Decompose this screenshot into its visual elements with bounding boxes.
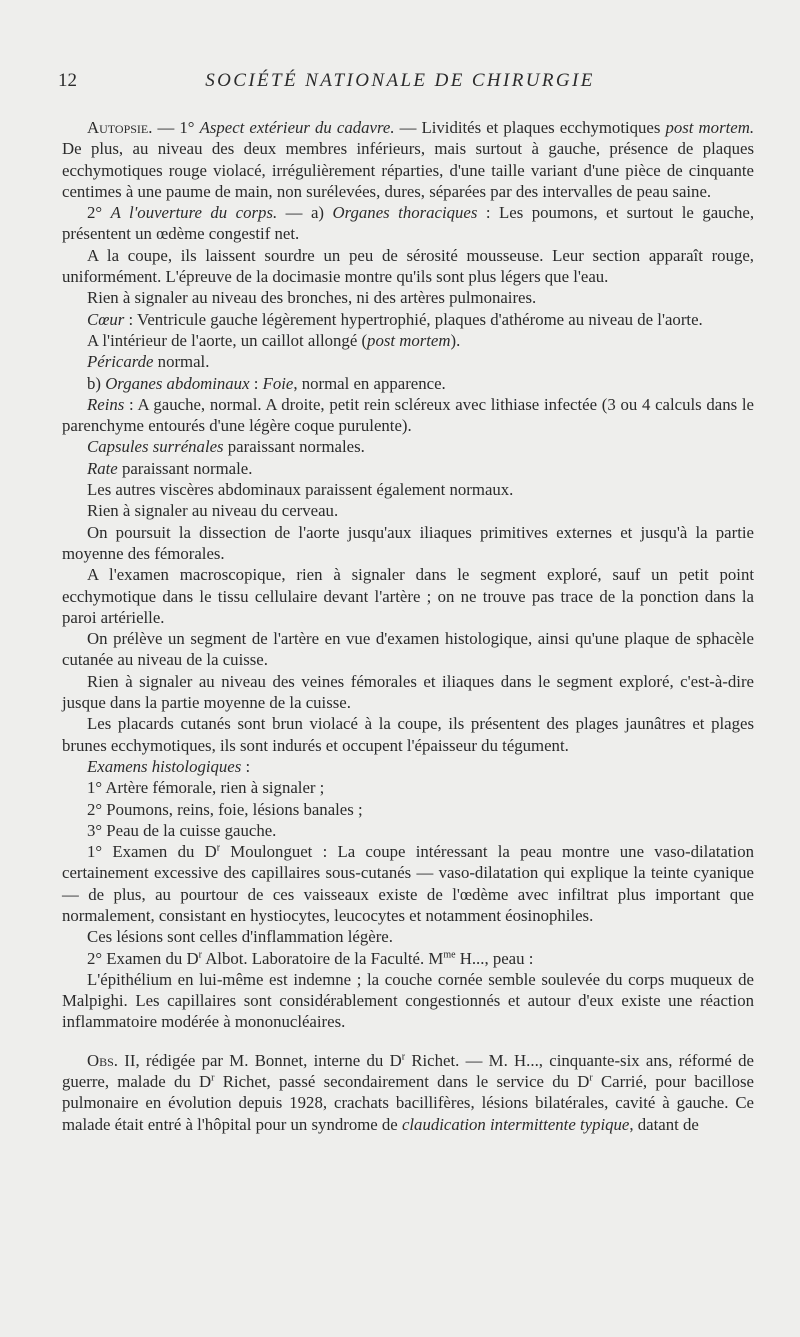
paragraph xyxy=(62,500,754,521)
text-run: paraissant normale. xyxy=(117,458,253,478)
paragraph xyxy=(62,628,754,671)
paragraph xyxy=(62,479,754,500)
paragraph xyxy=(62,309,754,330)
text-run: A l'examen macroscopique, rien à signaler dans le segment exploré, sauf un petit point ecchymotique dans le tissu cellulaire devant l'artère ; on ne trouve pas trace de la ponction dans la paroi artérielle. xyxy=(62,565,754,627)
superscript: r xyxy=(211,1072,215,1084)
text-run: ). xyxy=(450,330,461,350)
italic-run: Organes abdominaux xyxy=(105,373,250,393)
paragraph xyxy=(62,799,754,820)
italic-run: Examens histologiques xyxy=(87,756,242,776)
running-title: SOCIÉTÉ NATIONALE DE CHIRURGIE xyxy=(205,70,595,91)
paragraph xyxy=(62,202,754,245)
text-run: Les autres viscères abdominaux paraissent également normaux. xyxy=(87,480,514,500)
italic-run: Reins xyxy=(87,394,125,414)
paragraph xyxy=(62,287,754,308)
text-run: : Les poumons, et surtout le gauche, présentent un œdème congestif net. xyxy=(62,203,755,244)
text-run: Richet, passé secondairement dans le service du D xyxy=(214,1072,590,1092)
text-run: Albot. Laboratoire de la Faculté. M xyxy=(201,948,444,968)
text-run: 1° Artère fémorale, rien à signaler ; xyxy=(87,778,325,798)
paragraph xyxy=(62,394,754,437)
text-run: Richet. — M. H..., cinquante-six ans, réformé de guerre, malade du D xyxy=(62,1050,754,1092)
superscript: me xyxy=(443,948,456,960)
italic-run: Aspect extérieur du cadavre. xyxy=(199,118,395,137)
text-run: paraissant normales. xyxy=(223,437,365,457)
superscript: r xyxy=(589,1072,593,1084)
text-run: : Ventricule gauche légèrement hypertrophié, plaques d'athérome au niveau de l'aorte. xyxy=(124,309,703,329)
paragraph xyxy=(62,373,754,394)
italic-run: Péricarde xyxy=(87,352,154,372)
paragraph xyxy=(62,756,754,777)
text-run: On prélève un segment de l'artère en vue d'examen histologique, ainsi qu'une plaque de sphacèle cutanée au niveau de la cuisse. xyxy=(62,629,754,670)
text-run: L'épithélium en lui-même est indemne ; la couche cornée semble soulevée du corps muqueux de Malpighi. Les capillaires sont considérablement congestionnés et autour d'eux existe une réaction inflammatoire modérée à mononucléaires. xyxy=(62,969,754,1032)
paragraph xyxy=(62,1050,754,1135)
italic-run: Foie xyxy=(262,373,294,393)
page-number: 12 xyxy=(58,70,77,91)
text-run: — 1° xyxy=(152,118,200,137)
paragraph xyxy=(62,522,754,565)
paragraph xyxy=(62,926,754,947)
text-run: A l'intérieur de l'aorte, un caillot allongé ( xyxy=(87,330,368,350)
paragraph xyxy=(62,564,754,628)
article-body xyxy=(62,117,754,1135)
paragraph xyxy=(62,969,754,1033)
text-run: 1° Examen du D xyxy=(87,842,217,862)
italic-run: claudication intermittente typique xyxy=(401,1114,630,1134)
italic-run: A l'ouverture du corps. xyxy=(110,203,278,223)
text-run: Ces lésions sont celles d'inflammation légère. xyxy=(87,927,393,947)
paragraph xyxy=(62,948,754,969)
italic-run: post mortem. xyxy=(665,118,755,137)
text-run: — Lividités et plaques ecchymotiques xyxy=(394,118,666,137)
text-run: : xyxy=(249,373,263,393)
paragraph xyxy=(62,351,754,372)
superscript: r xyxy=(401,1051,406,1063)
superscript: r xyxy=(198,948,202,960)
page-header xyxy=(0,70,800,96)
text-run: On poursuit la dissection de l'aorte jusqu'aux iliaques primitives externes et jusqu'à la partie moyenne des fémorales. xyxy=(62,522,754,563)
paragraph xyxy=(62,671,754,714)
italic-run: post mortem xyxy=(367,330,451,350)
paragraph xyxy=(62,436,754,457)
text-run: : A gauche, normal. A droite, petit rein scléreux avec lithiase infectée (3 ou 4 calculs dans le parenchyme entourés d'une légère coque purulente). xyxy=(62,394,754,436)
paragraph xyxy=(62,245,754,288)
paragraph xyxy=(62,841,754,926)
text-run: Rien à signaler au niveau des veines fémorales et iliaques dans le segment exploré, c'est-à-dire jusque dans la partie moyenne de la cuisse. xyxy=(62,671,754,713)
paragraph xyxy=(62,458,754,479)
text-run: 2° Examen du D xyxy=(87,948,199,968)
paragraph xyxy=(62,330,754,351)
superscript: r xyxy=(216,842,221,854)
text-run: Les placards cutanés sont brun violacé à la coupe, ils présentent des plages jaunâtres et plages brunes ecchymotiques, ils sont indurés et occupent l'épaisseur du tégument. xyxy=(62,714,754,755)
paragraph xyxy=(62,117,754,202)
text-run: A la coupe, ils laissent sourdre un peu de sérosité mousseuse. Leur section apparaît rouge, uniformément. L'épreuve de la docimasie montre qu'ils sont plus légers que l'eau. xyxy=(62,245,754,287)
small-caps-run: Autopsie. xyxy=(87,118,153,137)
text-run: De plus, au niveau des deux membres inférieurs, mais surtout à gauche, présence de plaques ecchymotiques rouge violacé, irrégulièrement réparties, d'une taille variant d'une pièce de cinquante centimes à une paume de main, non surélevées, dures, séparées par des intervalles de peau saine. xyxy=(62,139,754,201)
italic-run: Capsules surrénales xyxy=(87,437,224,457)
italic-run: Cœur xyxy=(87,309,125,329)
text-run: 3° Peau de la cuisse gauche. xyxy=(87,820,277,840)
text-run: normal. xyxy=(153,352,210,372)
small-caps-run: Obs. xyxy=(87,1050,118,1070)
text-run: Carrié, pour bacillose pulmonaire en évolution depuis 1928, crachats bacillifères, lésions bilatérales, cavité à gauche. Ce malade était entré à l'hôpital pour un syndrome de xyxy=(62,1072,754,1134)
paragraph xyxy=(62,713,754,756)
text-run: 2° Poumons, reins, foie, lésions banales ; xyxy=(87,799,363,819)
text-run: Moulonguet : La coupe intéressant la peau montre une vaso-dilatation certainement excessive des capillaires sous-cutanés — vaso-dilatation qui explique la teinte cyanique — de plus, au pourtour de ces vaisseaux existe de l'œdème avec infiltrat plus important que normalement, consistant en hystiocytes, leucocytes et notamment éosinophiles. xyxy=(62,842,754,925)
section-gap xyxy=(62,1033,754,1050)
text-run: b) xyxy=(87,373,106,393)
text-run: — a) xyxy=(277,203,333,223)
text-run: H..., peau : xyxy=(455,948,534,968)
italic-run: Rate xyxy=(87,458,118,478)
italic-run: Organes thoraciques xyxy=(332,203,478,223)
text-run: Rien à signaler au niveau des bronches, ni des artères pulmonaires. xyxy=(87,288,537,308)
paragraph xyxy=(62,777,754,798)
text-run: , normal en apparence. xyxy=(293,373,446,393)
text-run: Rien à signaler au niveau du cerveau. xyxy=(87,501,339,521)
text-run: : xyxy=(241,756,251,776)
paragraph xyxy=(62,820,754,841)
text-run: II, rédigée par M. Bonnet, interne du D xyxy=(118,1050,402,1070)
text-run: , datant de xyxy=(629,1114,699,1134)
text-run: 2° xyxy=(87,203,111,223)
